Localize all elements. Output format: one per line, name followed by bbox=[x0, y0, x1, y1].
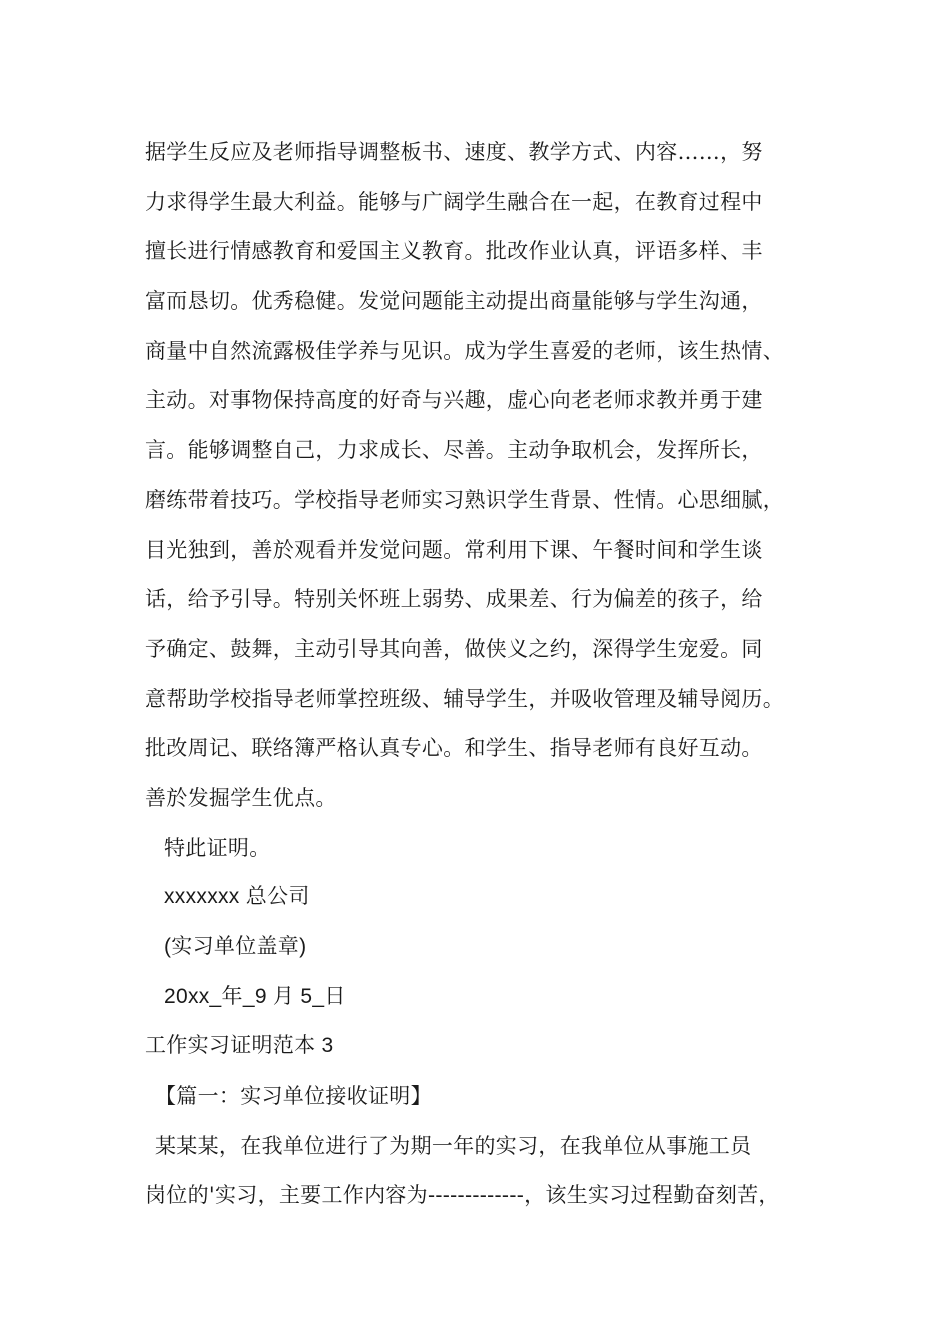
paragraph-line: 主动。对事物保持高度的好奇与兴趣，虚心向老老师求教并勇于建 bbox=[145, 388, 763, 413]
article-title: 【篇一：实习单位接收证明】 bbox=[155, 1084, 432, 1109]
article-line: 某某某，在我单位进行了为期一年的实习，在我单位从事施工员 bbox=[155, 1133, 752, 1158]
seal-note: (实习单位盖章) bbox=[164, 935, 307, 958]
paragraph-line: 力求得学生最大利益。能够与广阔学生融合在一起，在教育过程中 bbox=[145, 189, 763, 214]
paragraph-line: 予确定、鼓舞，主动引导其向善，做侠义之约，深得学生宠爱。同 bbox=[145, 636, 763, 661]
paragraph-line: 言。能够调整自己，力求成长、尽善。主动争取机会，发挥所长， bbox=[145, 438, 763, 463]
paragraph-line: 擅长进行情感教育和爱国主义教育。批改作业认真，评语多样、丰 bbox=[145, 239, 763, 264]
document-text bbox=[145, 132, 835, 1225]
paragraph-line: 富而恳切。优秀稳健。发觉问题能主动提出商量能够与学生沟通， bbox=[145, 289, 763, 314]
paragraph-line: 据学生反应及老师指导调整板书、速度、教学方式、内容……，努 bbox=[145, 140, 763, 164]
paragraph-line: 话，给予引导。特别关怀班上弱势、成果差、行为偏差的孩子，给 bbox=[145, 587, 763, 612]
closing-statement: 特此证明。 bbox=[164, 835, 271, 860]
article-line: 岗位的'实习，主要工作内容为-------------，该生实习过程勤奋刻苦， bbox=[145, 1183, 780, 1208]
paragraph-line: 批改周记、联络簿严格认真专心。和学生、指导老师有良好互动。 bbox=[145, 736, 763, 761]
paragraph-line: 商量中自然流露极佳学养与见识。成为学生喜爱的老师，该生热情、 bbox=[145, 338, 784, 363]
section-title: 工作实习证明范本 3 bbox=[145, 1034, 334, 1058]
paragraph-line: 磨练带着技巧。学校指导老师实习熟识学生背景、性情。心思细腻， bbox=[145, 487, 784, 512]
paragraph-line: 目光独到，善於观看并发觉问题。常利用下课、午餐时间和学生谈 bbox=[145, 537, 763, 562]
paragraph-line: 意帮助学校指导老师掌控班级、辅导学生，并吸收管理及辅导阅历。 bbox=[145, 686, 784, 711]
date-line: 20xx_年_9 月 5_日 bbox=[164, 984, 346, 1008]
paragraph-line: 善於发掘学生优点。 bbox=[145, 785, 337, 810]
company-name: xxxxxxx 总公司 bbox=[164, 885, 310, 909]
